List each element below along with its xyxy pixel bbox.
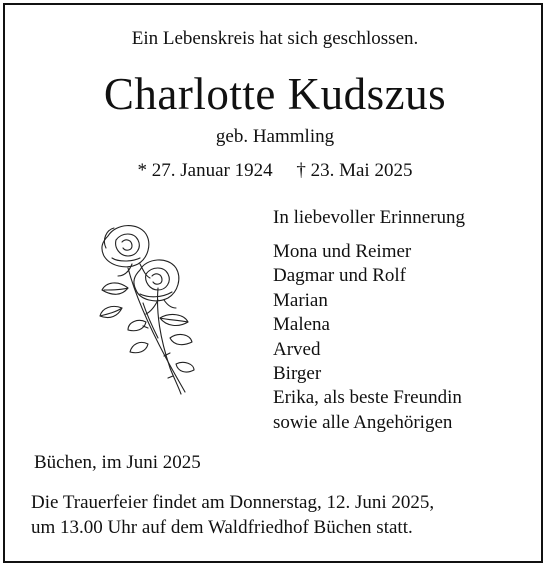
place-and-date: Büchen, im Juni 2025 [34,452,201,473]
mourner-entry: Dagmar und Rolf [273,265,406,287]
death-date: † 23. Mai 2025 [296,160,413,181]
birth-name: geb. Hammling [215,126,335,147]
life-dates [0,160,550,182]
mourner-entry: Malena [273,314,330,336]
mourner-entry: Arved [273,338,321,360]
service-line: Die Trauerfeier findet am Donnerstag, 12. Juni 2025, [31,492,435,513]
rose-illustration [88,218,208,398]
mourner-entry: sowie alle Angehörigen [273,411,453,433]
deceased-name: Charlotte Kudszus [103,69,447,119]
mourner-entry: Birger [273,363,322,385]
mourner-list [273,240,462,435]
remembrance-heading: In liebevoller Erinnerung [273,207,466,228]
mourner-entry: Marian [273,289,328,311]
funeral-service-text [31,490,434,540]
mourner-entry: Mona und Reimer [273,241,412,262]
birth-date: * 27. Januar 1924 [137,160,273,181]
service-line: um 13.00 Uhr auf dem Waldfriedhof Büchen statt. [31,517,413,538]
intro-text: Ein Lebenskreis hat sich geschlossen. [131,28,419,49]
mourner-entry: Erika, als beste Freundin [273,387,462,409]
